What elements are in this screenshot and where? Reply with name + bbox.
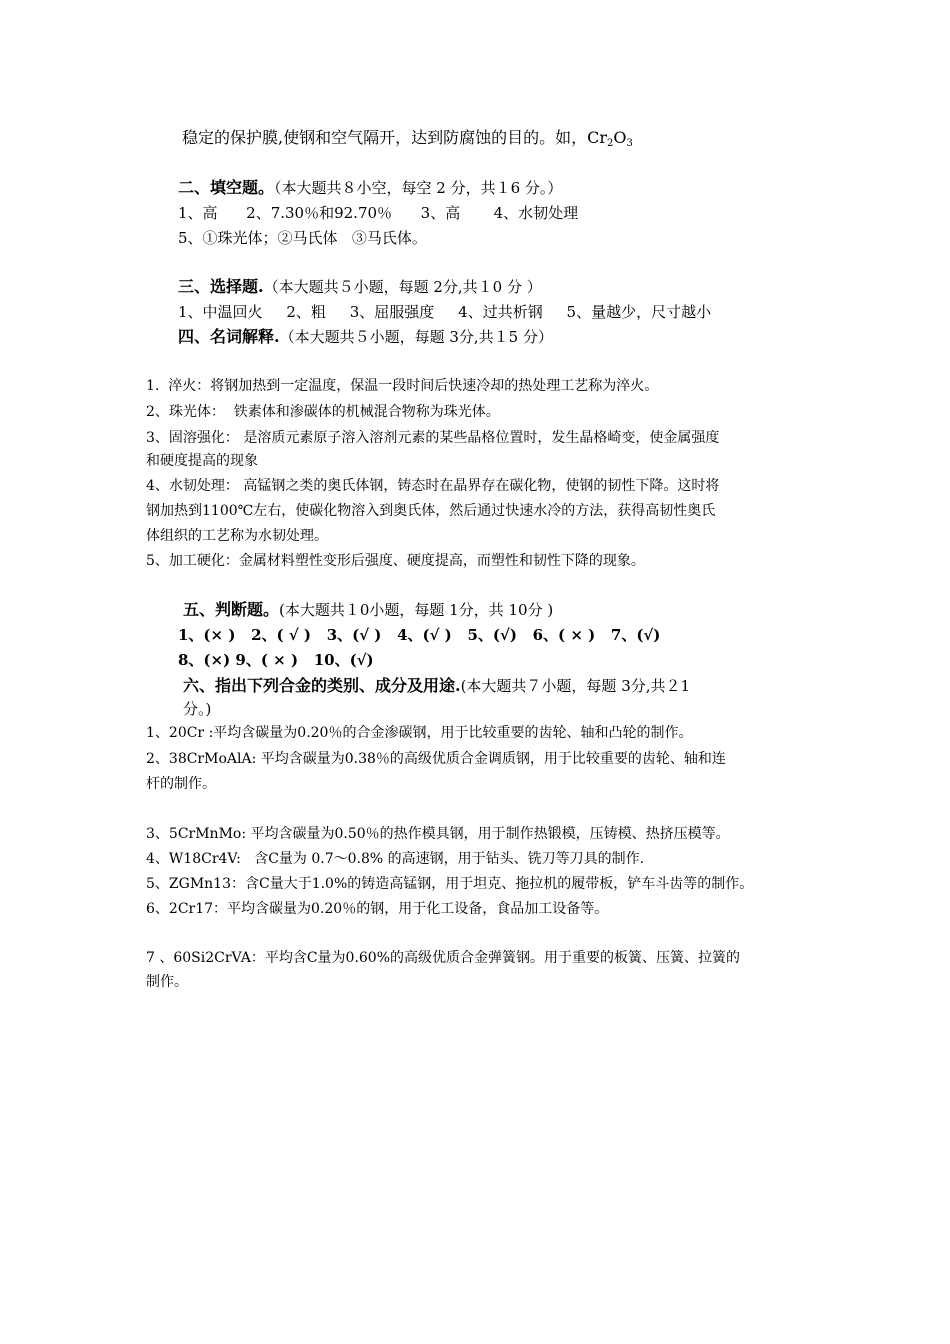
section-3-heading	[178, 277, 542, 297]
section-2-line-1: 1、高 2、7.30％和92.70％ 3、高 4、水韧处理	[178, 204, 579, 222]
intro-sub1: 2	[606, 138, 614, 149]
section-2-title: 二、填空题。	[178, 178, 275, 197]
section-4-line: 体组织的工艺称为水韧处理。	[146, 528, 328, 544]
section-4-title: 四、名词解释.	[178, 327, 280, 346]
section-2-note: （本大题共８小空，每空 2 分，共１6 分。）	[274, 179, 563, 197]
section-6-line: 6、2Cr17：平均含碳量为0.20％的钢，用于化工设备，食品加工设备等。	[146, 901, 609, 917]
section-5-line-2: 8、(×) 9、( × ) 10、(√)	[178, 651, 374, 669]
section-6-line: 1、20Cr :平均含碳量为0.20％的合金渗碳钢，用于比较重要的齿轮、轴和凸轮的制作。	[146, 725, 693, 741]
section-4-heading	[178, 327, 553, 347]
section-3-line-1: 1、中温回火 2、粗 3、屈服强度 4、过共析钢 5、量越少，尺寸越小	[178, 303, 712, 321]
section-6-line: 2、38CrMoAlA: 平均含碳量为0.38％的高级优质合金调质钢，用于比较重要的齿轮、轴和连	[146, 751, 726, 767]
section-4-note: （本大题共５小题，每题 3分,共１5 分）	[279, 328, 553, 346]
section-4-line: 1. 淬火：将钢加热到一定温度，保温一段时间后快速冷却的热处理工艺称为淬火。	[146, 378, 659, 394]
section-6-heading-cont: 分。)	[183, 700, 212, 718]
section-4-line: 和硬度提高的现象	[146, 453, 258, 469]
section-4-line: 5、加工硬化：金属材料塑性变形后强度、硬度提高，而塑性和韧性下降的现象。	[146, 553, 645, 569]
section-3-title: 三、选择题.	[178, 277, 264, 296]
section-6-line: 7 、60Si2CrVA：平均含C量为0.60%的高级优质合金弹簧钢。用于重要的板簧、压簧、拉簧的	[146, 950, 741, 966]
section-6-note: (本大题共７小题，每题 3分,共２1	[460, 677, 691, 695]
intro-line	[182, 128, 633, 154]
intro-sub2: 3	[626, 138, 633, 149]
section-6-heading	[183, 676, 690, 696]
section-3-note: （本大题共５小题，每题 2分,共１0 分 ）	[263, 278, 542, 296]
section-5-note: (本大题共１0小题，每题 1分，共 10分 )	[279, 601, 554, 619]
intro-text: 稳定的保护膜,使钢和空气隔开，达到防腐蚀的目的。如，Cr	[182, 128, 607, 147]
section-4-line: 钢加热到1100℃左右，使碳化物溶入到奥氏体，然后通过快速水冷的方法，获得高韧性奥氏	[146, 503, 716, 519]
section-4-line: 4、水韧处理： 高锰钢之类的奥氏体钢，铸态时在晶界存在碳化物，使钢的韧性下降。这时将	[146, 478, 720, 494]
section-5-heading	[183, 600, 553, 620]
section-2-heading	[178, 178, 562, 198]
intro-mid: O	[613, 128, 627, 147]
section-6-title: 六、指出下列合金的类别、成分及用途.	[183, 676, 461, 695]
section-4-line: 2、珠光体： 铁素体和渗碳体的机械混合物称为珠光体。	[146, 404, 500, 420]
section-6-line: 3、5CrMnMo: 平均含碳量为0.50％的热作模具钢，用于制作热锻模，压铸模、热挤压模等。	[146, 826, 730, 842]
section-4-line: 3、固溶强化： 是溶质元素原子溶入溶剂元素的某些晶格位置时，发生晶格崎变，使金属强度	[146, 430, 720, 446]
section-2-line-2: 5、①珠光体；②马氏体 ③马氏体。	[178, 229, 427, 247]
section-6-line: 制作。	[146, 974, 188, 990]
section-5-title: 五、判断题。	[183, 600, 280, 619]
section-6-line: 5、ZGMn13：含C量大于1.0%的铸造高锰钢，用于坦克、拖拉机的履带板，铲车斗齿等的制作。	[146, 876, 754, 892]
section-6-line: 4、W18Cr4V: 含C量为 0.7～0.8% 的高速钢，用于钻头、铣刀等刀具的制作.	[146, 851, 645, 867]
section-5-line-1: 1、(× ) 2、( √ ) 3、(√ ) 4、(√ ) 5、(√) 6、( × ) 7、(√)	[178, 626, 661, 644]
section-6-line: 杆的制作。	[146, 776, 216, 792]
